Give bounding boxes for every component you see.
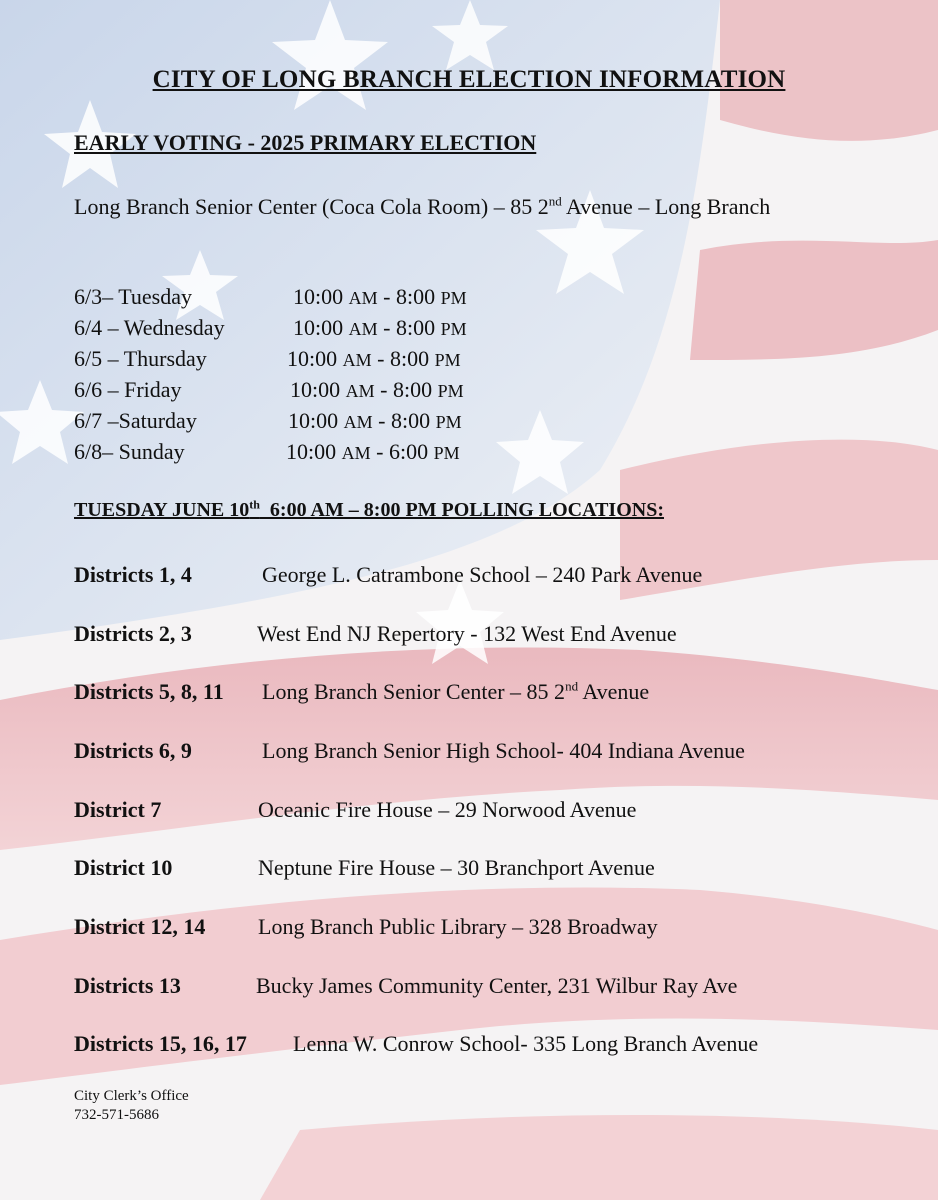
district-label: District 10 bbox=[74, 855, 173, 880]
schedule-day: 6/7 –Saturday bbox=[74, 408, 197, 433]
polling-place: Bucky James Community Center, 231 Wilbur Ray Ave bbox=[256, 973, 738, 998]
pm-marker: PM bbox=[435, 412, 462, 432]
polling-place: Oceanic Fire House – 29 Norwood Avenue bbox=[258, 797, 637, 822]
polling-place-text: Long Branch Senior Center – 85 2 bbox=[262, 679, 566, 704]
early-voting-location-text: Long Branch Senior Center (Coca Cola Room) – 85 2 bbox=[74, 194, 549, 219]
pm-marker: PM bbox=[440, 319, 467, 339]
polling-place-superscript: nd bbox=[565, 678, 579, 694]
am-marker: AM bbox=[348, 288, 378, 308]
close-time: 8:00 bbox=[390, 408, 436, 433]
schedule-day: 6/5 – Thursday bbox=[74, 346, 207, 371]
close-time: 8:00 bbox=[395, 315, 441, 340]
district-label: Districts 5, 8, 11 bbox=[74, 679, 224, 704]
clerk-phone: 732-571-5686 bbox=[74, 1107, 159, 1123]
schedule-hours bbox=[288, 408, 462, 434]
am-marker: AM bbox=[348, 319, 378, 339]
polling-place: Long Branch Public Library – 328 Broadway bbox=[258, 914, 658, 939]
district-label: District 7 bbox=[74, 797, 162, 822]
open-time: 10:00 bbox=[286, 439, 342, 464]
polling-place: Lenna W. Conrow School- 335 Long Branch Avenue bbox=[293, 1031, 759, 1056]
early-voting-location-superscript: nd bbox=[548, 193, 562, 209]
polling-place bbox=[262, 679, 649, 705]
footer-contact bbox=[74, 1087, 189, 1125]
district-label: Districts 2, 3 bbox=[74, 621, 192, 646]
election-day-heading bbox=[74, 499, 664, 522]
polling-place: West End NJ Repertory - 132 West End Avenue bbox=[257, 621, 677, 646]
pm-marker: PM bbox=[437, 381, 464, 401]
time-separator: - bbox=[377, 315, 396, 340]
am-marker: AM bbox=[343, 412, 373, 432]
pm-marker: PM bbox=[434, 350, 461, 370]
early-voting-location bbox=[74, 191, 844, 222]
pm-marker: PM bbox=[433, 443, 460, 463]
close-time: 6:00 bbox=[388, 439, 434, 464]
schedule-hours bbox=[293, 284, 467, 310]
time-separator: - bbox=[374, 377, 393, 402]
open-time: 10:00 bbox=[293, 315, 349, 340]
schedule-hours bbox=[286, 439, 460, 465]
district-label: Districts 6, 9 bbox=[74, 738, 192, 763]
schedule-hours bbox=[293, 315, 467, 341]
close-time: 8:00 bbox=[389, 346, 435, 371]
time-separator: - bbox=[371, 346, 390, 371]
schedule-hours bbox=[287, 346, 461, 372]
schedule-day: 6/3– Tuesday bbox=[74, 284, 192, 309]
time-separator: - bbox=[372, 408, 391, 433]
am-marker: AM bbox=[341, 443, 371, 463]
time-separator: - bbox=[370, 439, 389, 464]
clerk-office: City Clerk’s Office bbox=[74, 1088, 189, 1104]
district-label: Districts 13 bbox=[74, 973, 181, 998]
early-voting-location-text-end: Avenue – Long Branch bbox=[561, 194, 771, 219]
am-marker: AM bbox=[342, 350, 372, 370]
schedule-hours bbox=[290, 377, 464, 403]
election-day-heading-text: TUESDAY JUNE 10 bbox=[74, 499, 250, 521]
polling-place-text-end: Avenue bbox=[578, 679, 650, 704]
district-label: District 12, 14 bbox=[74, 914, 206, 939]
time-separator: - bbox=[377, 284, 396, 309]
schedule-day: 6/6 – Friday bbox=[74, 377, 182, 402]
polling-place: Long Branch Senior High School- 404 Indiana Avenue bbox=[262, 738, 745, 763]
district-label: Districts 15, 16, 17 bbox=[74, 1031, 247, 1056]
open-time: 10:00 bbox=[293, 284, 349, 309]
election-day-heading-superscript: th bbox=[249, 497, 260, 512]
district-label: Districts 1, 4 bbox=[74, 562, 192, 587]
page-title: CITY OF LONG BRANCH ELECTION INFORMATION bbox=[152, 66, 786, 93]
open-time: 10:00 bbox=[290, 377, 346, 402]
schedule-day: 6/8– Sunday bbox=[74, 439, 185, 464]
close-time: 8:00 bbox=[392, 377, 438, 402]
election-day-heading-text-end: 6:00 AM – 8:00 PM POLLING LOCATIONS: bbox=[259, 499, 664, 521]
polling-place: George L. Catrambone School – 240 Park Avenue bbox=[262, 562, 703, 587]
early-voting-heading: EARLY VOTING - 2025 PRIMARY ELECTION bbox=[74, 130, 537, 155]
pm-marker: PM bbox=[440, 288, 467, 308]
close-time: 8:00 bbox=[395, 284, 441, 309]
open-time: 10:00 bbox=[288, 408, 344, 433]
schedule-day: 6/4 – Wednesday bbox=[74, 315, 225, 340]
polling-place: Neptune Fire House – 30 Branchport Avenue bbox=[258, 855, 655, 880]
am-marker: AM bbox=[345, 381, 375, 401]
open-time: 10:00 bbox=[287, 346, 343, 371]
